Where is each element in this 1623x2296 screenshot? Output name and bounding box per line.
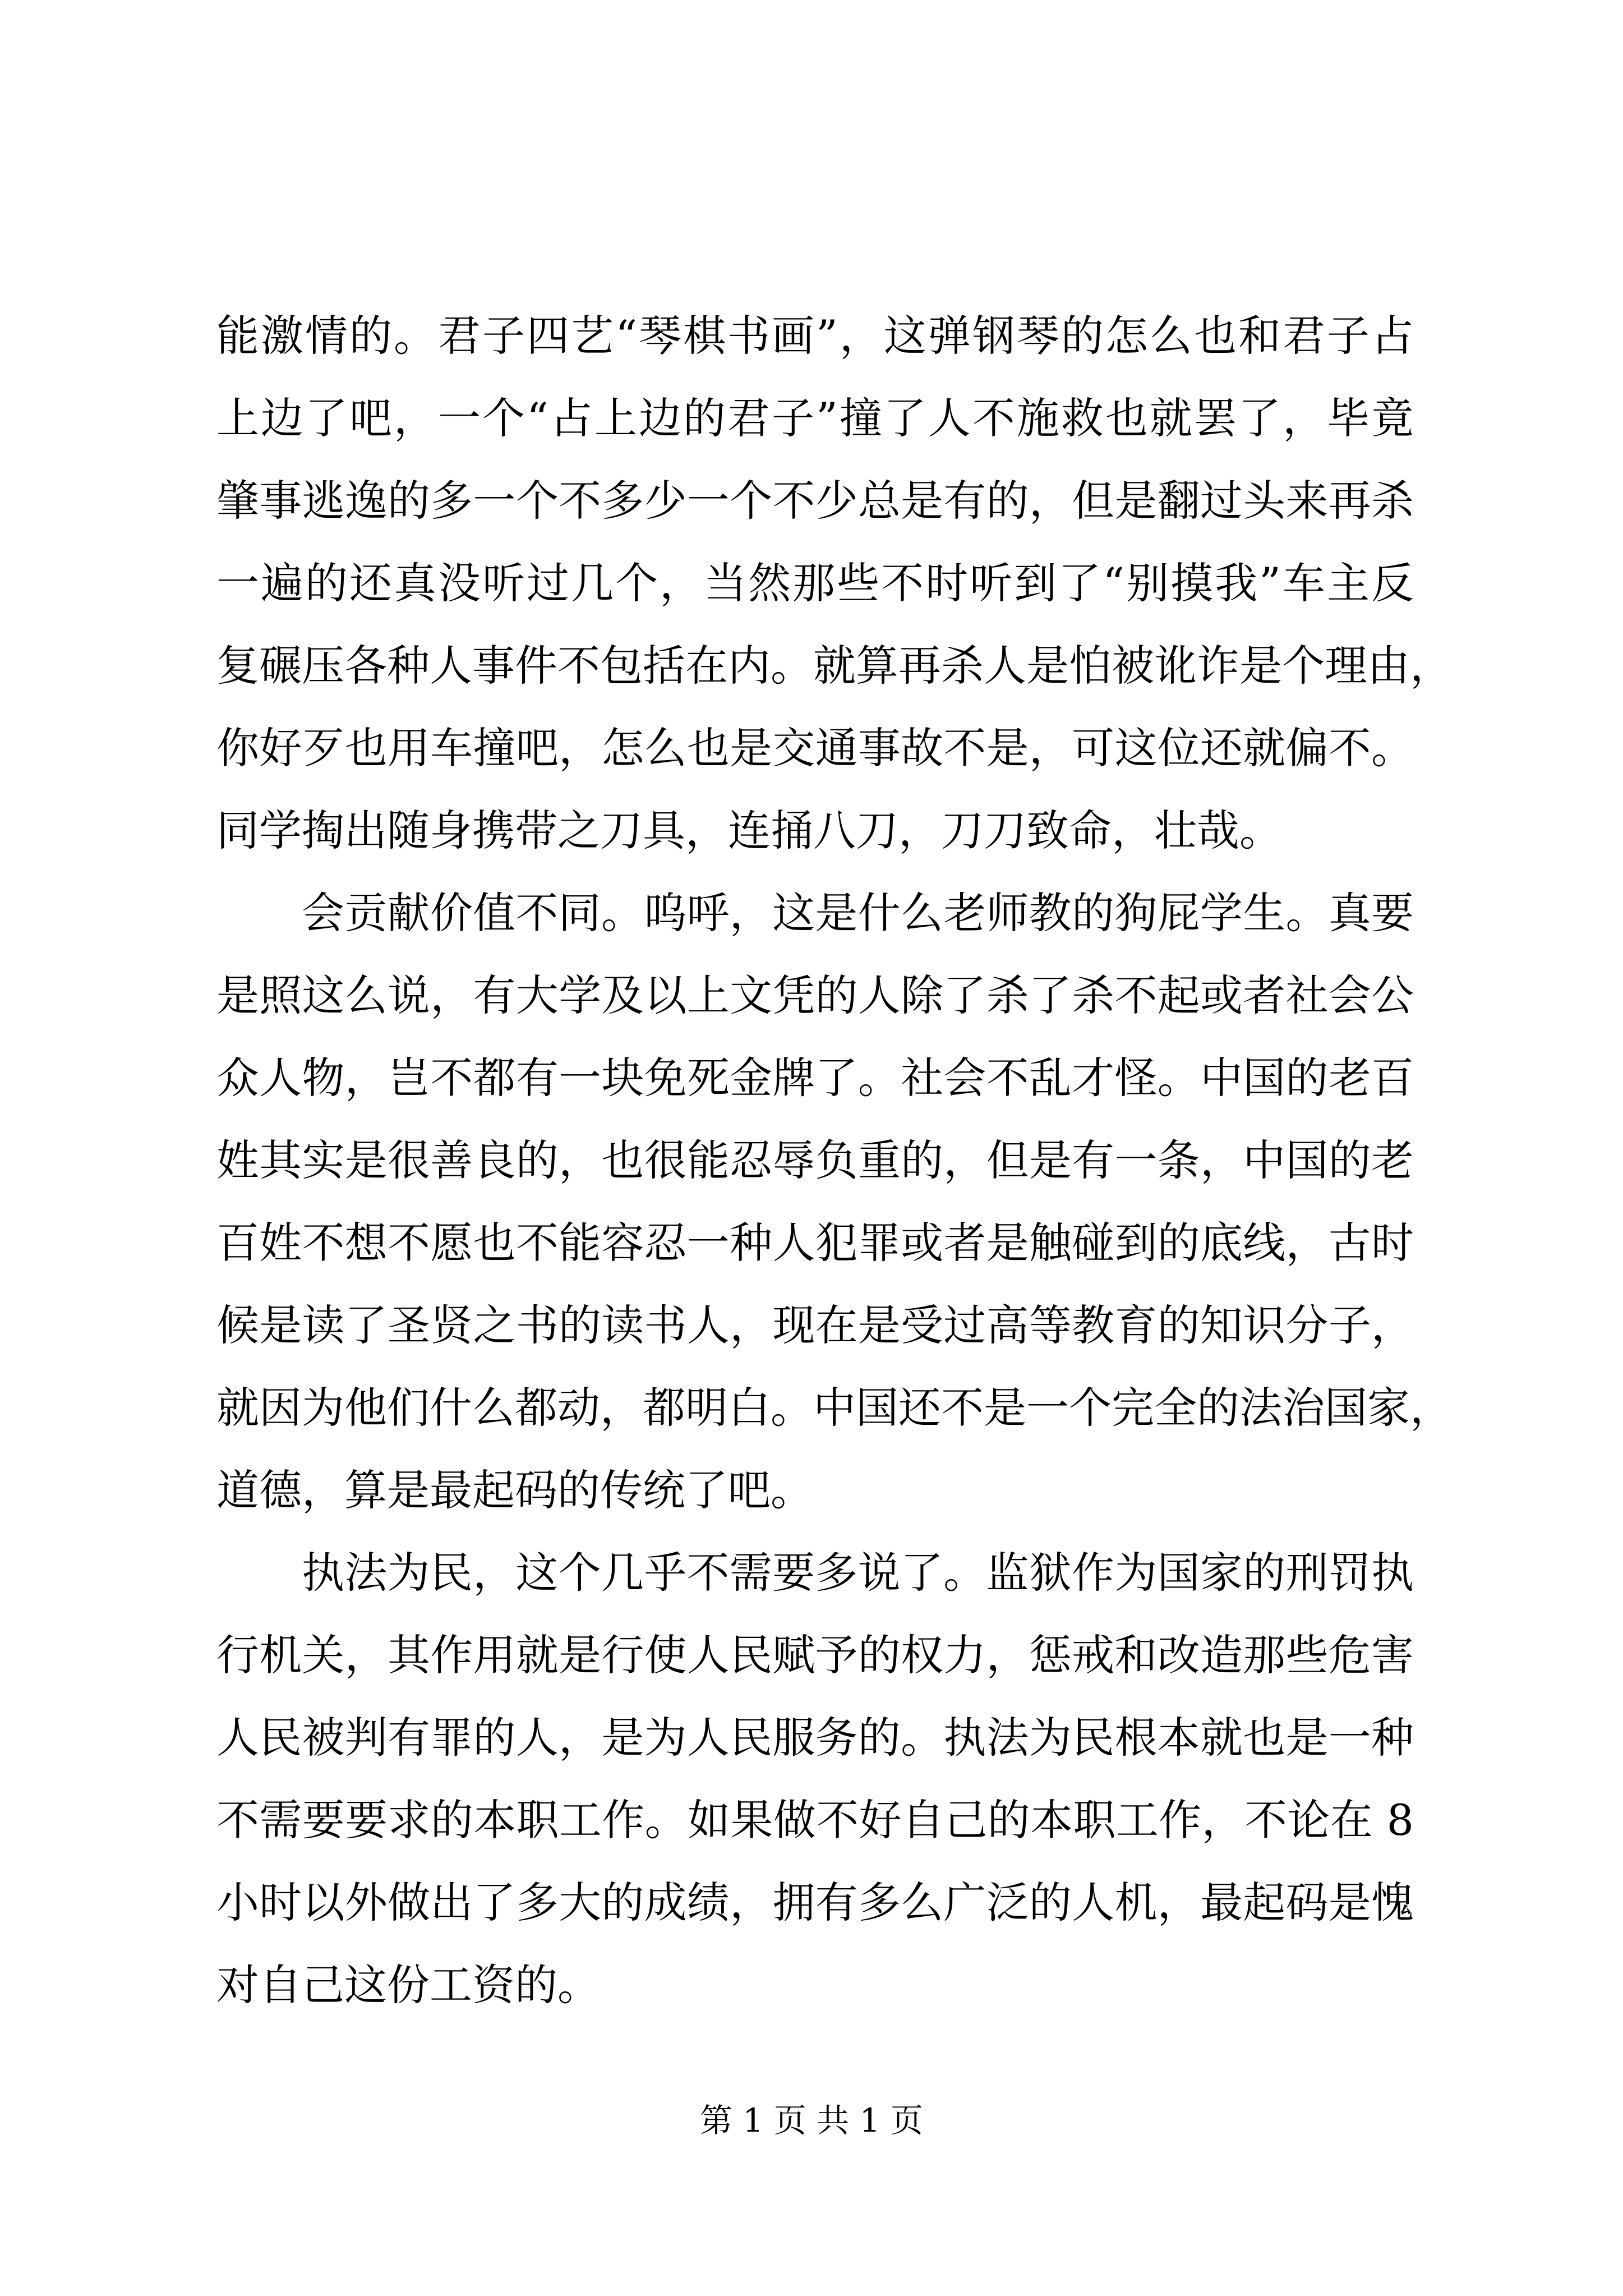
text-line: 对自己这份工资的。 (216, 1960, 600, 2010)
page-number-footer: 第 1 页 共 1 页 (700, 2101, 923, 2139)
text-line: 会贡献价值不同。呜呼，这是什么老师教的狗屁学生。真要 (302, 888, 1414, 938)
text-line: 是照这么说，有大学及以上文凭的人除了杀了杀不起或者社会公 (216, 970, 1414, 1020)
document-body (216, 295, 1453, 2026)
text-line: 同学掏出随身携带之刀具，连捅八刀，刀刀致命，壮哉。 (216, 806, 1282, 855)
paragraph-1 (216, 295, 1453, 872)
text-line: 行机关，其作用就是行使人民赋予的权力，惩戒和改造那些危害 (216, 1630, 1414, 1680)
paragraph-2 (216, 872, 1453, 1531)
text-line: 众人物，岂不都有一块免死金牌了。社会不乱才怪。中国的老百 (216, 1053, 1414, 1103)
text-line: 不需要要求的本职工作。如果做不好自己的本职工作，不论在 8 (216, 1795, 1414, 1845)
text-line: 姓其实是很善良的，也很能忍辱负重的，但是有一条，中国的老 (216, 1135, 1414, 1185)
text-line: 能激情的。君子四艺“琴棋书画”，这弹钢琴的怎么也和君子占 (216, 311, 1414, 361)
text-line: 小时以外做出了多大的成绩，拥有多么广泛的人机，最起码是愧 (216, 1878, 1414, 1927)
text-line: 道德，算是最起码的传统了吧。 (216, 1465, 813, 1515)
text-line: 一遍的还真没听过几个，当然那些不时听到了“别摸我”车主反 (216, 558, 1414, 608)
text-line: 你好歹也用车撞吧，怎么也是交通事故不是，可这位还就偏不。 (216, 723, 1414, 773)
paragraph-3 (216, 1531, 1414, 2026)
text-line: 肇事逃逸的多一个不多少一个不少总是有的，但是翻过头来再杀 (216, 476, 1414, 526)
text-line: 复碾压各种人事件不包括在内。就算再杀人是怕被讹诈是个理由， (216, 641, 1453, 691)
text-line: 上边了吧，一个“占上边的君子”撞了人不施救也就罢了，毕竟 (216, 393, 1414, 443)
text-line: 执法为民，这个几乎不需要多说了。监狱作为国家的刑罚执 (302, 1548, 1414, 1598)
text-line: 候是读了圣贤之书的读书人，现在是受过高等教育的知识分子， (216, 1300, 1414, 1350)
text-line: 就因为他们什么都动，都明白。中国还不是一个完全的法治国家， (216, 1383, 1453, 1433)
text-line: 人民被判有罪的人，是为人民服务的。执法为民根本就也是一种 (216, 1713, 1414, 1763)
text-line: 百姓不想不愿也不能容忍一种人犯罪或者是触碰到的底线，古时 (216, 1218, 1414, 1268)
